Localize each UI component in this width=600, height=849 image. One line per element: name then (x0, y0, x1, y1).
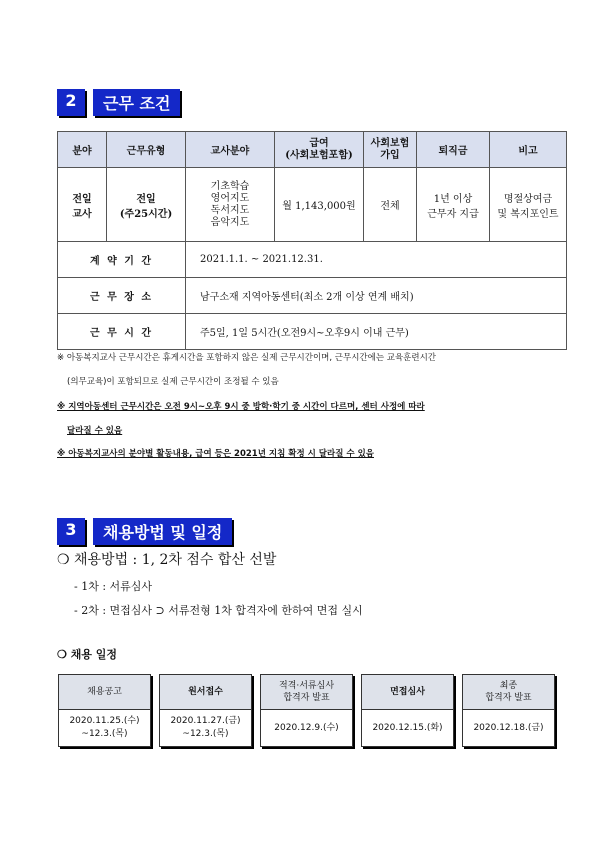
recruitment-method-title: ❍ 채용방법 : 1, 2차 점수 합산 선발 (57, 552, 277, 568)
schedule-date: 2020.11.27.(금) ~12.3.(목) (170, 716, 241, 739)
col-header-field: 분야 (58, 132, 107, 168)
work-location-label: 근 무 장 소 (58, 278, 186, 314)
work-conditions-table (57, 131, 567, 350)
note-1-line-1: ※ 아동복지교사 근무시간은 휴게시간을 포함하지 않은 실제 근무시간이며, 근무시간에는 교육훈련시간 (57, 353, 437, 363)
note-3-text: ※ 아동복지교사의 분야별 활동내용, 급여 등은 2021년 지침 확정 시 달라질 수 있음 (57, 449, 374, 459)
cell-type: 전일 (주25시간) (107, 168, 186, 242)
section-number: 2 (57, 89, 85, 116)
section-title: 채용방법 및 일정 (93, 518, 232, 545)
schedule-card (159, 674, 252, 747)
note-2-line-2 (57, 424, 577, 438)
note-2-text-cont: 달라질 수 있음 (67, 426, 123, 436)
schedule-card (462, 674, 555, 747)
schedule-label: 원서접수 (160, 675, 251, 710)
schedule-label: 면접심사 (362, 675, 453, 710)
section-title: 근무 조건 (93, 89, 180, 116)
schedule-date: 2020.12.18.(금) (473, 722, 544, 733)
schedule-title: ❍ 채용 일정 (57, 648, 118, 661)
contract-period-label: 계 약 기 간 (58, 242, 186, 278)
note-3 (57, 447, 567, 461)
work-hours-value: 주5일, 1일 5시간(오전9시~오후9시 이내 근무) (186, 314, 567, 350)
schedule-date: 2020.11.25.(수) ~12.3.(목) (69, 716, 140, 739)
col-header-type: 근무유형 (107, 132, 186, 168)
schedule-cards (58, 674, 555, 747)
section-2-header (57, 89, 180, 116)
method-step-1: - 1차 : 서류심사 (74, 580, 153, 593)
cell-note: 명절상여금 및 복지포인트 (490, 168, 567, 242)
schedule-card (260, 674, 353, 747)
col-header-note: 비고 (490, 132, 567, 168)
col-header-severance: 퇴직금 (417, 132, 490, 168)
section-number: 3 (57, 518, 85, 545)
col-header-salary: 급여 (사회보험포함) (275, 132, 364, 168)
cell-salary: 월 1,143,000원 (275, 168, 364, 242)
schedule-date: 2020.12.15.(화) (372, 722, 443, 733)
cell-teacher-field: 기초학습 영어지도 독서지도 음악지도 (186, 168, 275, 242)
schedule-date: 2020.12.9.(수) (274, 722, 339, 733)
schedule-card (361, 674, 454, 747)
cell-field: 전일 교사 (58, 168, 107, 242)
note-1-line-2: (의무교육)이 포함되므로 실제 근무시간이 조정될 수 있음 (67, 377, 279, 387)
note-2-text: ※ 지역아동센터 근무시간은 오전 9시~오후 9시 중 방학·학기 중 시간이 다르며, 센터 사정에 따라 (57, 402, 425, 412)
note-2-line-1 (57, 400, 567, 414)
schedule-card (58, 674, 151, 747)
table-row (58, 168, 567, 242)
cell-severance: 1년 이상 근무자 지급 (417, 168, 490, 242)
schedule-label: 최종 합격자 발표 (463, 675, 554, 710)
section-3-header (57, 518, 232, 545)
work-location-value: 남구소재 지역아동센터(최소 2개 이상 연계 배치) (186, 278, 567, 314)
col-header-insurance: 사회보험 가입 (364, 132, 417, 168)
method-step-2: - 2차 : 면접심사 ⊃ 서류전형 1차 합격자에 한하여 면접 실시 (74, 604, 363, 617)
col-header-teacher-field: 교사분야 (186, 132, 275, 168)
schedule-label: 채용공고 (59, 675, 150, 710)
schedule-label: 적격·서류심사 합격자 발표 (261, 675, 352, 710)
work-hours-label: 근 무 시 간 (58, 314, 186, 350)
contract-period-value: 2021.1.1. ~ 2021.12.31. (186, 242, 567, 278)
cell-insurance: 전체 (364, 168, 417, 242)
